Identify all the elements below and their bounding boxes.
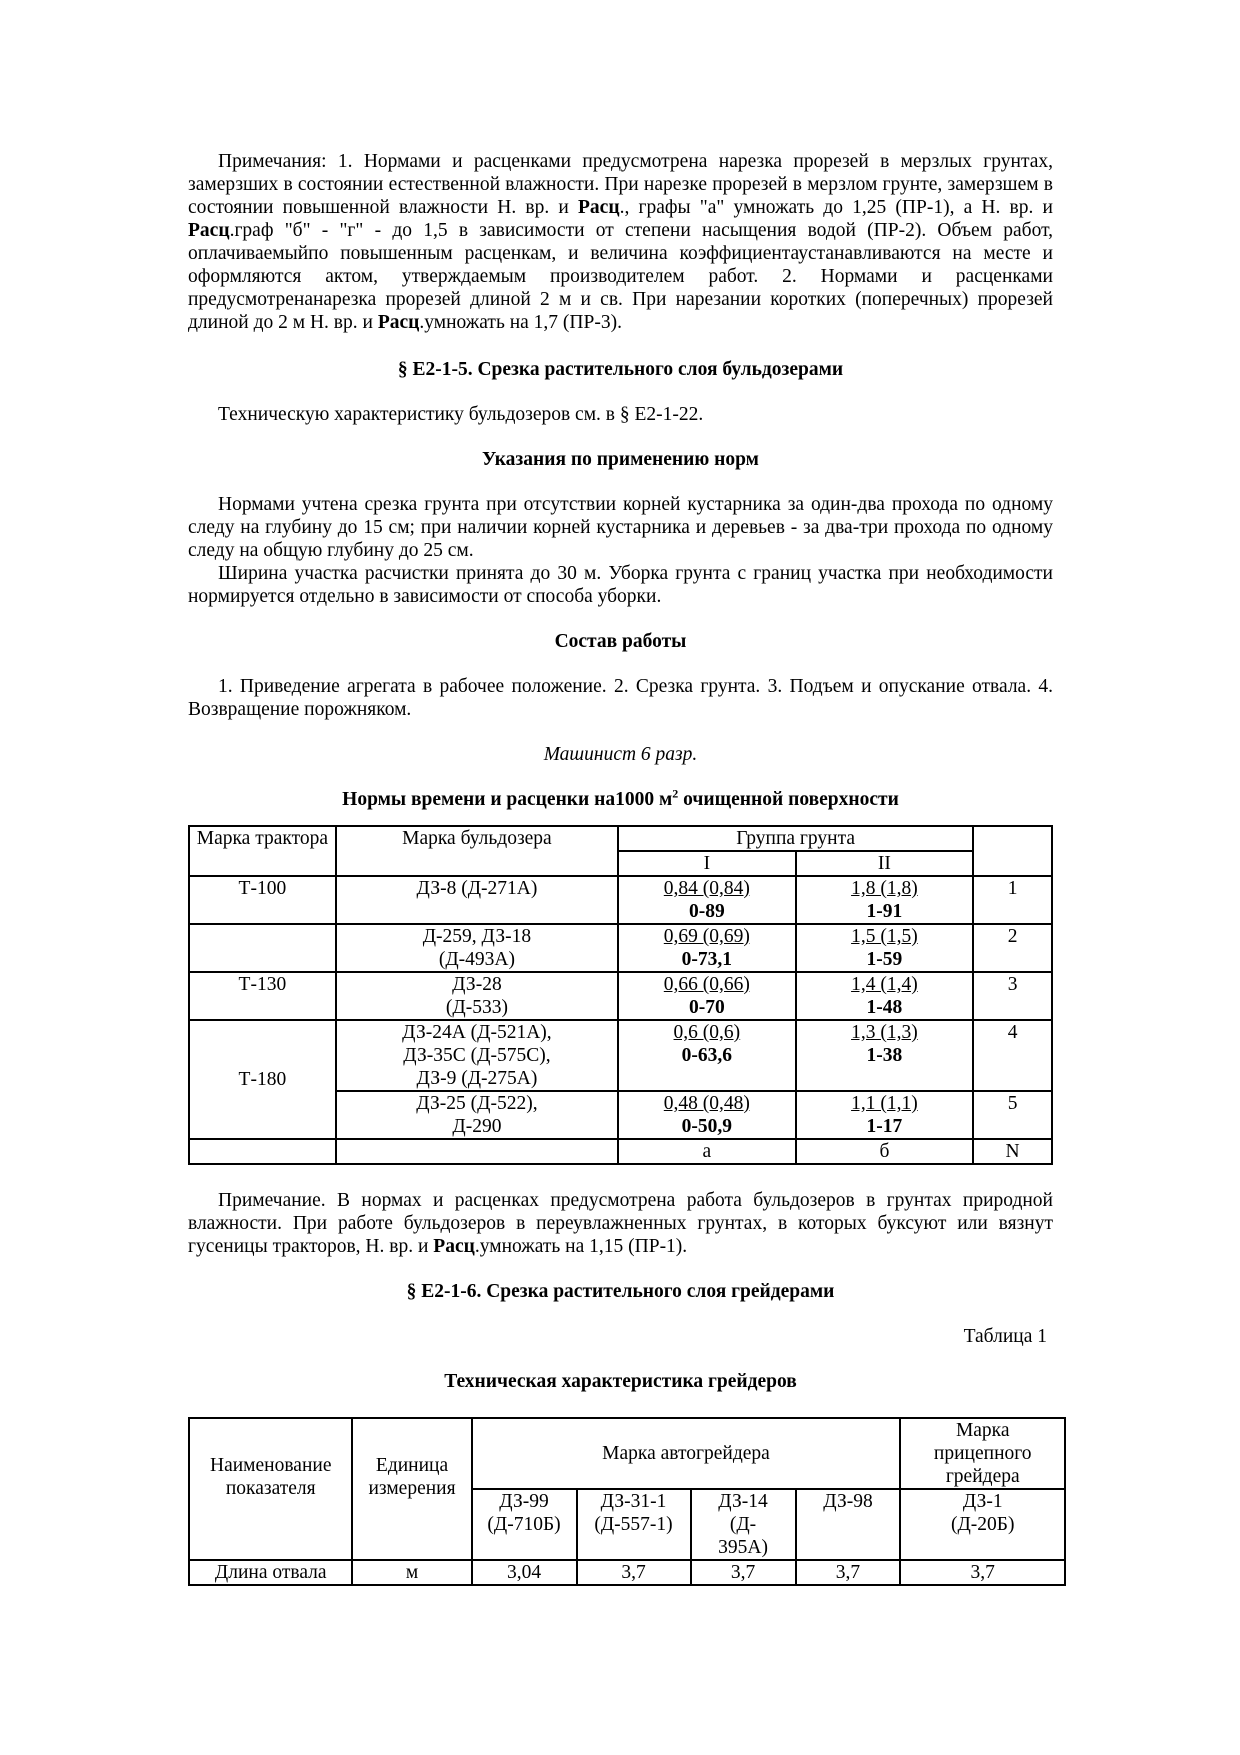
- header-trailer-grader: Марка прицепного грейдера: [900, 1418, 1065, 1489]
- value-cell: 3,7: [900, 1560, 1065, 1585]
- model-line: (Д-557-1): [594, 1514, 673, 1535]
- table-label: Таблица 1: [963, 1326, 1047, 1347]
- header-autograder: Марка автогрейдера: [472, 1418, 901, 1489]
- model-line: (Д-20Б): [950, 1514, 1015, 1535]
- footer-empty: [336, 1139, 618, 1164]
- tractor-cell: Т-180: [189, 1020, 336, 1139]
- bulldozer-cell: [336, 1020, 618, 1091]
- norm-cell-group-1: [618, 1020, 796, 1091]
- footer-empty: [189, 1139, 336, 1164]
- header-tractor: Марка трактора: [189, 826, 336, 876]
- work-composition: 1. Приведение агрегата в рабочее положение. 2. Срезка грунта. 3. Подъем и опускание отвала. 4. Возвращение порожняком.: [188, 676, 1053, 720]
- unit-cell: м: [352, 1560, 471, 1585]
- section-heading-e2-1-6: § Е2-1-6. Срезка растительного слоя грейдерами: [406, 1281, 835, 1302]
- bulldozer-line: (Д-493А): [438, 949, 515, 970]
- note-bold: Расц: [188, 220, 230, 241]
- note-paragraph-1: [188, 150, 1053, 334]
- work-heading: Состав работы: [554, 631, 687, 652]
- bulldozer-cell: [336, 876, 618, 924]
- table-title-sup: 2: [672, 786, 679, 801]
- tractor-cell: Т-100: [189, 876, 336, 924]
- norms-table-title: [188, 788, 1053, 811]
- guide-paragraph-1: Нормами учтена срезка грунта при отсутствии корней кустарника за один-два прохода по одному следу на глубину до 15 см; при наличии корней кустарника и деревьев - за два-три прохода по одному следу на общую глубину до 25 см.: [188, 494, 1053, 561]
- guide-paragraph-2: Ширина участка расчистки принята до 30 м. Уборка грунта с границ участка при необходимости нормируется отдельно в зависимости от способа уборки.: [188, 563, 1053, 607]
- norm-cell-group-2: [796, 924, 974, 972]
- row-number: 4: [973, 1020, 1052, 1091]
- table-title-text: очищенной поверхности: [678, 789, 899, 810]
- indicator-cell: Длина отвала: [189, 1560, 352, 1585]
- footer-col-n: N: [973, 1139, 1052, 1164]
- table-row: [189, 972, 1052, 1020]
- value-cell: 3,7: [796, 1560, 901, 1585]
- bulldozer-line: ДЗ-28: [452, 974, 502, 995]
- note-bold: Расц: [433, 1236, 475, 1257]
- model-line: (Д-: [729, 1514, 757, 1535]
- model-line: ДЗ-1: [962, 1491, 1003, 1512]
- norm-cell-group-2: [796, 1091, 974, 1139]
- bulldozer-cell: [336, 924, 618, 972]
- table-header-row: [189, 826, 1052, 851]
- table-row: [189, 876, 1052, 924]
- value-cell: 3,7: [577, 1560, 691, 1585]
- model-line: 395А): [718, 1537, 768, 1558]
- price: 0-70: [688, 997, 725, 1018]
- model-cell: [472, 1489, 577, 1560]
- norm-cell-group-1: [618, 924, 796, 972]
- bulldozer-line: ДЗ-8 (Д-271А): [416, 878, 538, 899]
- value-cell: 3,7: [691, 1560, 796, 1585]
- worker-grade: Машинист 6 разр.: [543, 744, 698, 765]
- price: 0-50,9: [681, 1116, 733, 1137]
- model-cell: [577, 1489, 691, 1560]
- time-norm: 1,1 (1,1): [851, 1093, 918, 1114]
- header-indicator: [189, 1418, 352, 1560]
- bulldozer-line: ДЗ-25 (Д-522),: [416, 1093, 538, 1114]
- note-text: .умножать на 1,15 (ПР-1).: [474, 1236, 688, 1257]
- note-text: .умножать на 1,7 (ПР-3).: [419, 312, 622, 333]
- row-number: 2: [973, 924, 1052, 972]
- time-norm: 0,66 (0,66): [663, 974, 750, 995]
- row-number: 5: [973, 1091, 1052, 1139]
- table-row: [189, 924, 1052, 972]
- bulldozer-cell: [336, 972, 618, 1020]
- norm-cell-group-1: [618, 1091, 796, 1139]
- price: 1-91: [866, 901, 903, 922]
- note-text: Примечания: 1. Нормами и расценками предусмотрена нарезка прорезей в мерзлых грунтах, замерзших в состоянии естественной влажности. При нарезке прорезей в мерзлом грунте, замерзшем в состоянии повышенной влажности Н. вр. и: [188, 151, 1053, 218]
- section-heading-e2-1-5: § Е2-1-5. Срезка растительного слоя бульдозерами: [397, 359, 844, 380]
- price: 0-63,6: [681, 1045, 733, 1066]
- bulldozer-line: ДЗ-24А (Д-521А),: [402, 1022, 552, 1043]
- time-norm: 1,4 (1,4): [851, 974, 918, 995]
- header-unit: [352, 1418, 471, 1560]
- time-norm: 1,5 (1,5): [851, 926, 918, 947]
- header-soil-group: Группа грунта: [618, 826, 973, 851]
- bulldozer-line: (Д-533): [445, 997, 508, 1018]
- bulldozer-line: Д-259, ДЗ-18: [422, 926, 532, 947]
- header-bulldozer: Марка бульдозера: [336, 826, 618, 876]
- model-line: ДЗ-99: [499, 1491, 549, 1512]
- note-bold: Расц: [377, 312, 420, 333]
- norms-table: [188, 825, 1053, 1165]
- header-group-1: I: [618, 851, 796, 876]
- time-norm: 0,6 (0,6): [673, 1022, 741, 1043]
- time-norm: 1,8 (1,8): [851, 878, 918, 899]
- bulldozer-line: ДЗ-35С (Д-575С),: [403, 1045, 551, 1066]
- table-title-text: Нормы времени и расценки на1000 м: [342, 789, 673, 810]
- model-line: (Д-710Б): [487, 1514, 561, 1535]
- model-line: ДЗ-98: [823, 1491, 873, 1512]
- price: 0-89: [688, 901, 725, 922]
- table-row: [189, 1560, 1065, 1585]
- row-number: 1: [973, 876, 1052, 924]
- time-norm: 0,69 (0,69): [663, 926, 750, 947]
- bulldozer-cell: [336, 1091, 618, 1139]
- price: 1-17: [866, 1116, 903, 1137]
- norm-cell-group-1: [618, 972, 796, 1020]
- footer-col-a: а: [618, 1139, 796, 1164]
- norm-cell-group-2: [796, 1020, 974, 1091]
- price: 1-48: [866, 997, 903, 1018]
- norm-cell-group-1: [618, 876, 796, 924]
- price: 1-38: [866, 1045, 903, 1066]
- time-norm: 0,84 (0,84): [663, 878, 750, 899]
- header-group-2: II: [796, 851, 974, 876]
- model-cell: [796, 1489, 901, 1560]
- table-row: [189, 1020, 1052, 1091]
- bulldozer-line: Д-290: [452, 1116, 502, 1137]
- tech-reference: Техническую характеристику бульдозеров см. в § Е2-1-22.: [218, 404, 704, 425]
- value-cell: 3,04: [472, 1560, 577, 1585]
- note-text: .граф "б" - "г" - до 1,5 в зависимости от степени насыщения водой (ПР-2). Объем работ, оплачиваемыйпо повышенным расценкам, и величина коэффициентаустанавливаются на месте и оформляются актом, утверждаемым производителем работ. 2. Нормами и расценками предусмотренанарезка прорезей длиной 2 м и св. При нарезании коротких (поперечных) прорезей длиной до 2 м Н. вр. и: [188, 220, 1053, 333]
- model-cell: [691, 1489, 796, 1560]
- graders-table: [188, 1417, 1066, 1586]
- model-cell: [900, 1489, 1065, 1560]
- header-empty: [973, 826, 1052, 876]
- graders-table-title: Техническая характеристика грейдеров: [444, 1371, 797, 1392]
- footer-col-b: б: [796, 1139, 974, 1164]
- guide-heading: Указания по применению норм: [482, 449, 759, 470]
- table-footer-row: [189, 1139, 1052, 1164]
- note-text: ., графы "а" умножать до 1,25 (ПР-1), а Н. вр. и: [619, 197, 1053, 218]
- note-paragraph-2: [188, 1189, 1053, 1258]
- header-unit-text: Единица измерения: [368, 1455, 456, 1499]
- norm-cell-group-2: [796, 876, 974, 924]
- time-norm: 0,48 (0,48): [663, 1093, 750, 1114]
- table-header-row: [189, 1418, 1065, 1489]
- tractor-cell: Т-130: [189, 972, 336, 1020]
- model-line: ДЗ-14: [718, 1491, 768, 1512]
- model-line: ДЗ-31-1: [600, 1491, 667, 1512]
- norm-cell-group-2: [796, 972, 974, 1020]
- row-number: 3: [973, 972, 1052, 1020]
- price: 0-73,1: [681, 949, 733, 970]
- note-text: Примечание. В нормах и расценках предусмотрена работа бульдозеров в грунтах природной влажности. При работе бульдозеров в переувлажненных грунтах, в которых буксуют или вязнут гусеницы тракторов, Н. вр. и: [188, 1190, 1053, 1257]
- time-norm: 1,3 (1,3): [851, 1022, 918, 1043]
- note-bold: Расц: [578, 197, 620, 218]
- bulldozer-line: ДЗ-9 (Д-275А): [416, 1068, 538, 1089]
- header-indicator-text: Наименование показателя: [209, 1455, 332, 1499]
- document-page: [188, 150, 1053, 1586]
- price: 1-59: [866, 949, 903, 970]
- tractor-cell: [189, 924, 336, 972]
